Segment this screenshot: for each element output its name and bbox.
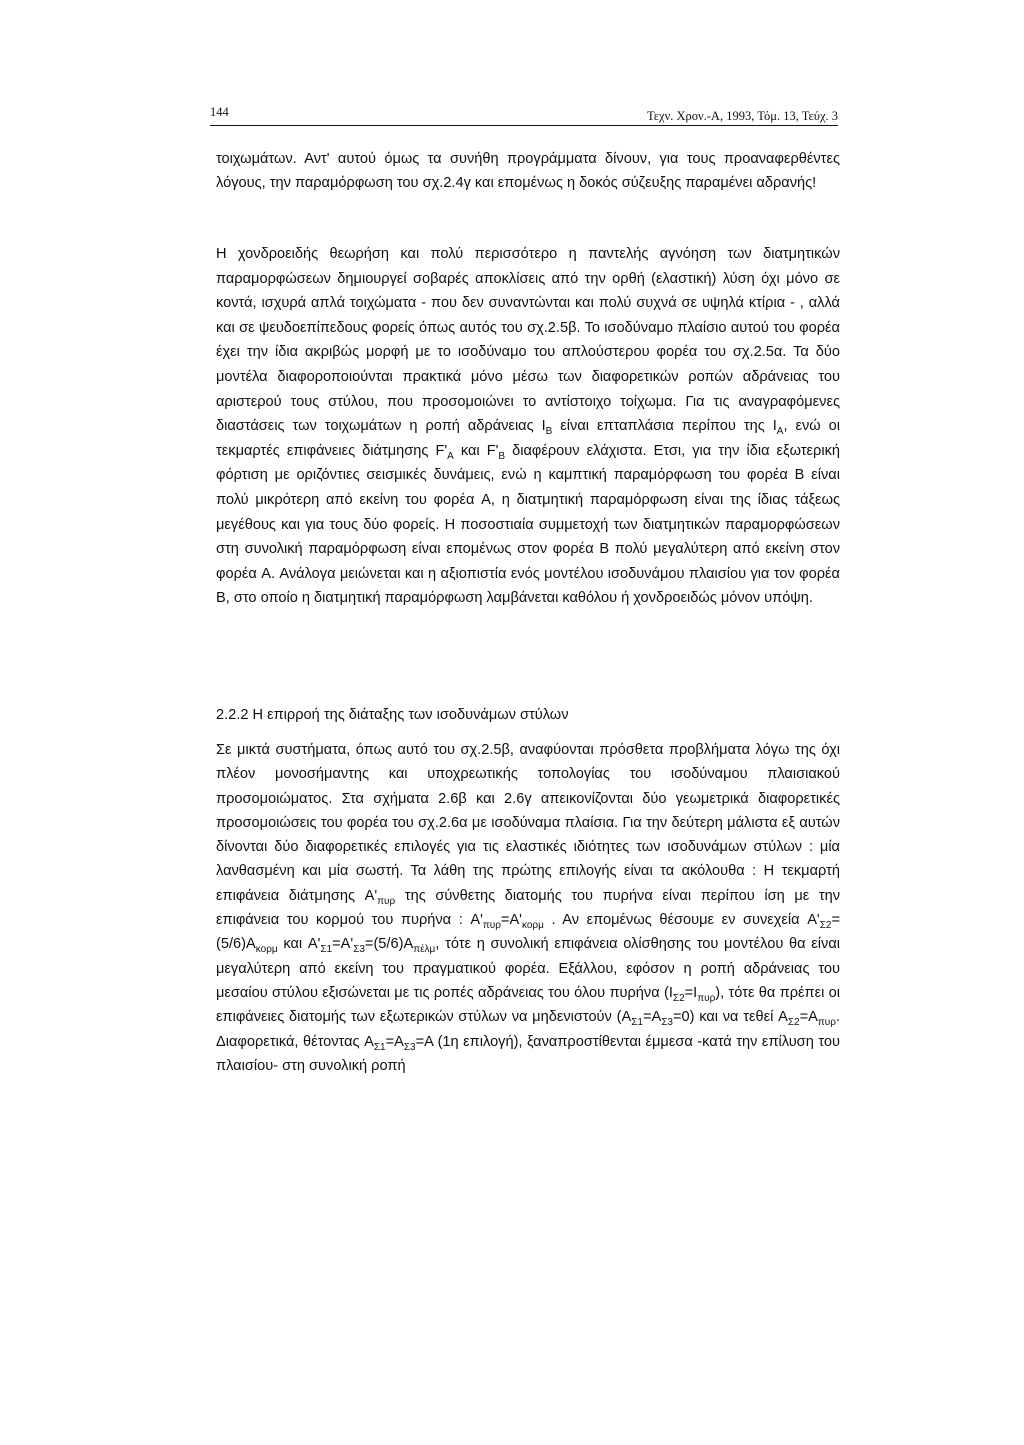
text-run: =A: [642, 1009, 662, 1026]
text-run: , ενώ οι τεκμαρτές επιφάνειες διάτμησης F': [216, 418, 840, 459]
text-run: . Αν επομένως θέσουμε εν συνεχεία A': [543, 912, 820, 929]
text-run: =0) και να τεθεί A: [672, 1009, 788, 1026]
text-run: και F': [453, 442, 499, 459]
subscript: πέλμ: [413, 944, 436, 956]
text-run: =A': [500, 912, 522, 929]
paragraph-shear-deformation: [216, 242, 840, 611]
text-run: =A: [799, 1009, 818, 1026]
subscript: Σ2: [672, 992, 685, 1004]
text-run: =A (1η επιλογή), ξαναπροστίθενται έμμεσα -κατά την επίλυση του πλαισίου- στη συνολική ροπή: [216, 1033, 840, 1074]
subscript: Σ3: [353, 944, 365, 956]
subscript: πυρ: [817, 1017, 836, 1029]
section-heading: 2.2.2 Η επιρροή της διάταξης των ισοδυνάμων στύλων: [216, 707, 569, 723]
text-run: Σε μικτά συστήματα, όπως αυτό του σχ.2.5β, αναφύονται πρόσθετα προβλήματα λόγω της όχι πλέον μονοσήμαντης και υποχρεωτικής τοπολογίας του ισοδύναμου πλαισιακού προσομοιώματος. Στα σχήματα 2.6β και 2.6γ απεικονίζονται δύο γεωμετρικά διαφορετικές προσομοιώσεις του φορέα του σχ.2.6α με ισοδύναμα πλαίσια. Για την δεύτερη μάλιστα εξ αυτών δίνονται δύο διαφορετικές επιλογές για τις ελαστικές ιδιότητες των ισοδυνάμων στύλων : μία λανθασμένη και μία σωστή. Τα λάθη της πρώτης επιλογής είναι τα ακόλουθα : Η τεκμαρτή επιφάνεια διάτμησης A': [216, 742, 840, 904]
subscript: πυρ: [697, 992, 716, 1004]
subscript: κορμ: [255, 944, 278, 956]
paragraph-continuation: [216, 147, 840, 195]
page-header: [210, 103, 838, 126]
text-run: . Διαφορετικά, θέτοντας A: [216, 1009, 840, 1050]
subscript: Σ1: [631, 1017, 643, 1029]
paragraph-mixed-systems: [216, 738, 840, 1078]
subscript: κορμ: [521, 919, 544, 931]
subscript: πυρ: [377, 895, 396, 907]
text-run: ), τότε θα πρέπει οι επιφάνειες διατομής των εξωτερικών στύλων να μηδενιστούν (A: [216, 984, 841, 1026]
text-run: και A': [277, 936, 321, 953]
text-run: Η χονδροειδής θεωρήση και πολύ περισσότερο η παντελής αγνόηση των διατμητικών παραμορφώσεων δημιουργεί σοβαρές αποκλίσεις από την ορθή (ελαστική) λύση όχι μόνο σε κοντά, ισχυρά απλά τοιχώματα - που δεν συναντώνται και πολύ συχνά σε υψηλά κτίρια - , αλλά και σε ψευδοεπίπεδους φορείς όπως αυτός του σχ.2.5β. Το ισοδύναμο πλαίσιο αυτού του φορέα έχει την ίδια ακριβώς μορφή με το ισοδύναμο του απλούστερου φορέα του σχ.2.5α. Τα δύο μοντέλα διαφοροποιούνται πρακτικά μόνο μέσω των διαφορετικών ροπών αδράνειας του αριστερού τους στύλου, που προσομοιώνει το αντίστοιχο τοίχωμα. Για τις αναγραφόμενες διαστάσεις των τοιχωμάτων η ροπή αδράνειας I: [216, 246, 840, 435]
subscript: Σ1: [373, 1041, 386, 1053]
paragraph-text: τοιχωμάτων. Αντ' αυτού όμως τα συνήθη προγράμματα δίνουν, για τους προαναφερθέντες λόγους, την παραμόρφωση του σχ.2.4γ και επομένως η δοκός σύζευξης παραμένει αδρανής!: [216, 151, 840, 192]
subscript: B: [545, 426, 553, 438]
text-run: =A': [332, 936, 354, 953]
text-run: =(5/6)A: [216, 912, 840, 953]
subscript: Σ2: [787, 1017, 800, 1029]
text-run: είναι επταπλάσια περίπου της I: [552, 418, 777, 435]
subscript: B: [498, 450, 506, 462]
text-run: , τότε η συνολική επιφάνεια ολίσθησης του μοντέλου θα είναι μεγαλύτερη από εκείνη του πραγματικού φορέα. Εξάλλου, εφόσον η ροπή αδράνειας του μεσαίου στύλου εξισώνεται με τις ροπές αδράνειας του όλου πυρήνα (I: [216, 936, 840, 1001]
subscript: πυρ: [482, 919, 501, 931]
subscript: A: [447, 450, 454, 462]
text-run: =A: [385, 1033, 404, 1050]
subscript: Σ2: [819, 919, 832, 931]
page-number: 144: [210, 105, 229, 119]
text-run: της σύνθετης διατομής του πυρήνα είναι περίπου ίση με την επιφάνεια του κορμού του πυρήνα : A': [216, 887, 841, 929]
subscript: Σ3: [661, 1017, 673, 1029]
text-run: διαφέρουν ελάχιστα. Ετσι, για την ίδια εξωτερική φόρτιση με οριζόντιες σεισμικές δυνάμεις, ενώ η καμπτική παραμόρφωση του φορέα B είναι πολύ μικρότερη από εκείνη του φορέα A, η διατμητική παραμόρφωση είναι της ίδιας τάξεως μεγέθους και για τους δύο φορείς. Η ποσοστιαία συμμετοχή των διατμητικών παραμορφώσεων στη συνολική παραμόρφωση είναι επομένως στον φορέα B πολύ μεγαλύτερη από εκείνη στον φορέα A. Ανάλογα μειώνεται και η αξιοπιστία ενός μοντέλου ισοδυνάμου πλαισίου για τον φορέα B, στο οποίο η διατμητική παραμόρφωση λαμβάνεται καθόλου ή χονδροειδώς μόνον υπόψη.: [216, 442, 840, 607]
text-run: =(5/6)A: [364, 936, 414, 953]
paragraph-text: [216, 242, 840, 611]
subscript: Σ3: [403, 1041, 416, 1053]
journal-reference: Τεχν. Χρον.-Α, 1993, Τόμ. 13, Τεύχ. 3: [647, 109, 838, 123]
subscript: Σ1: [320, 944, 333, 956]
text-run: =I: [684, 984, 698, 1001]
subscript: A: [776, 426, 784, 438]
paragraph-text: [216, 738, 840, 1078]
